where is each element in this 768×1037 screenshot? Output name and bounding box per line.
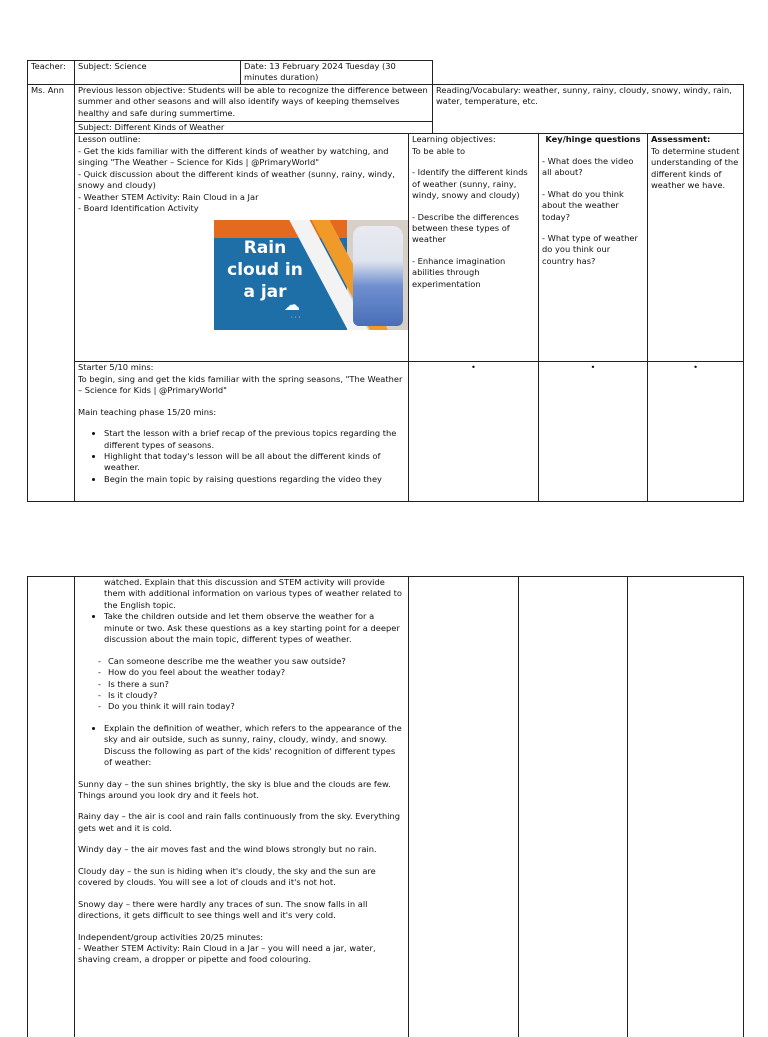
list-item: - Can someone describe me the weather you saw outside? (110, 656, 405, 667)
assessment-text: To determine student understanding of the different kinds of weather we have. (651, 145, 740, 191)
objective-item: - Enhance imagination abilities through experimentation (412, 255, 506, 289)
image-caption: Rain cloud in a jar (227, 238, 303, 302)
weather-type-rainy: Rainy day – the air is cool and rain falls continuously from the sky. Everything gets wet and it is cold. (78, 811, 401, 833)
starter-cell (75, 362, 409, 502)
lesson-outline-cell (75, 134, 409, 362)
previous-objective: Previous lesson objective: Students will be able to recognize the difference between summer and other seasons and will also identify ways of keeping themselves healthy and safe during summertime. (75, 84, 433, 121)
subject-cell: Subject: Science (75, 61, 241, 85)
list-item: • Highlight that today's lesson will be all about the different kinds of weather. (104, 451, 405, 474)
list-item: • Start the lesson with a brief recap of the previous topics regarding the different types of seasons. (104, 428, 405, 451)
assessment-bullet: • (648, 362, 744, 502)
list-item: watched. Explain that this discussion and STEM activity will provide them with additional information on various types of weather related to the English topic. (104, 577, 402, 610)
main-teaching-list (78, 428, 405, 485)
objectives-bullet: • (409, 362, 539, 502)
list-item: - How do you feel about the weather today? (110, 667, 405, 678)
weather-type-cloudy: Cloudy day – the sun is hiding when it's cloudy, the sky and the sun are covered by clouds. You will see a lot of clouds and it's not hot. (78, 865, 376, 888)
outline-item: - Quick discussion about the different kinds of weather (sunny, rainy, windy, snowy and cloudy) (78, 168, 395, 191)
learning-objectives-cell (409, 134, 539, 362)
weather-type-windy: Windy day – the air moves fast and the wind blows strongly but no rain. (78, 844, 377, 855)
weather-type-sunny: Sunny day – the sun shines brightly, the sky is blue and the clouds are few. Things around you look dry and it feels hot. (78, 778, 391, 800)
starter-text: To begin, sing and get the kids familiar with the spring seasons, "The Weather – Science for Kids | @PrimaryWorld" (78, 373, 403, 396)
list-item: • Begin the main topic by raising questions regarding the video they (104, 474, 405, 485)
definition-list (78, 723, 405, 769)
lesson-plan-table-page-2 (27, 576, 744, 1037)
outline-item: - Board Identification Activity (78, 202, 199, 213)
list-item: • Explain the definition of weather, which refers to the appearance of the sky and air outside, such as sunny, rainy, cloudy, windy, and snowy. Discuss the following as part of the kids' recognition of different types of weather: (104, 723, 405, 769)
teacher-name: Ms. Ann (28, 84, 75, 501)
list-item: - Is it cloudy? (110, 690, 405, 701)
teacher-label: Teacher: (28, 61, 75, 85)
outline-item: - Weather STEM Activity: Rain Cloud in a Jar (78, 191, 259, 202)
date-cell: Date: 13 February 2024 Tuesday (30 minutes duration) (241, 61, 433, 85)
main-teaching-title: Main teaching phase 15/20 mins: (78, 406, 217, 417)
independent-title: Independent/group activities 20/25 minutes: (78, 931, 264, 942)
objective-item: - Describe the differences between these types of weather (412, 211, 519, 245)
list-item: - Is there a sun? (110, 679, 405, 690)
list-item: • Take the children outside and let them observe the weather for a minute or two. Ask these questions as a key starting point for a deeper discussion about the main topic, different types of weather. (104, 611, 405, 645)
lesson-outline-title: Lesson outline: (78, 134, 141, 145)
main-teaching-continued-cell (75, 577, 409, 1037)
objectives-title: Learning objectives: (412, 134, 496, 145)
starter-title: Starter 5/10 mins: (78, 362, 154, 373)
rain-drops-icon: ٠٠٠ (290, 313, 302, 322)
observation-questions (78, 656, 405, 713)
assessment-title: Assessment: (651, 134, 711, 145)
questions-title: Key/hinge questions (545, 134, 641, 145)
question-item: - What does the video all about? (542, 155, 634, 178)
key-questions-cell (539, 134, 648, 362)
independent-text: - Weather STEM Activity: Rain Cloud in a Jar – you will need a jar, water, shaving cream, a dropper or pipette and food colouring. (78, 942, 376, 965)
subject-topic: Subject: Different Kinds of Weather (75, 121, 433, 133)
list-item: - Do you think it will rain today? (110, 701, 405, 712)
objectives-intro: To be able to (412, 145, 466, 156)
vocabulary-cell: Reading/Vocabulary: weather, sunny, rainy, cloudy, snowy, windy, rain, water, temperature, etc. (433, 84, 744, 133)
weather-type-snowy: Snowy day – there were hardly any traces of sun. The snow falls in all directions, it gets difficult to see things well and it's very cold. (78, 898, 368, 921)
jar-graphic (353, 226, 403, 326)
question-item: - What do you think about the weather today? (542, 188, 624, 222)
outline-item: - Get the kids familiar with the different kinds of weather by watching, and singing "The Weather – Science for Kids | @PrimaryWorld" (78, 145, 389, 168)
questions-bullet: • (539, 362, 648, 502)
cloud-icon: ☁ (284, 295, 300, 315)
assessment-cell (648, 134, 744, 362)
lesson-plan-table-page-1 (27, 60, 744, 502)
continued-list (78, 577, 405, 646)
rain-cloud-jar-image (214, 220, 409, 330)
objective-item: - Identify the different kinds of weather (sunny, rainy, windy, snowy and cloudy) (412, 167, 528, 201)
question-item: - What type of weather do you think our country has? (542, 232, 638, 266)
